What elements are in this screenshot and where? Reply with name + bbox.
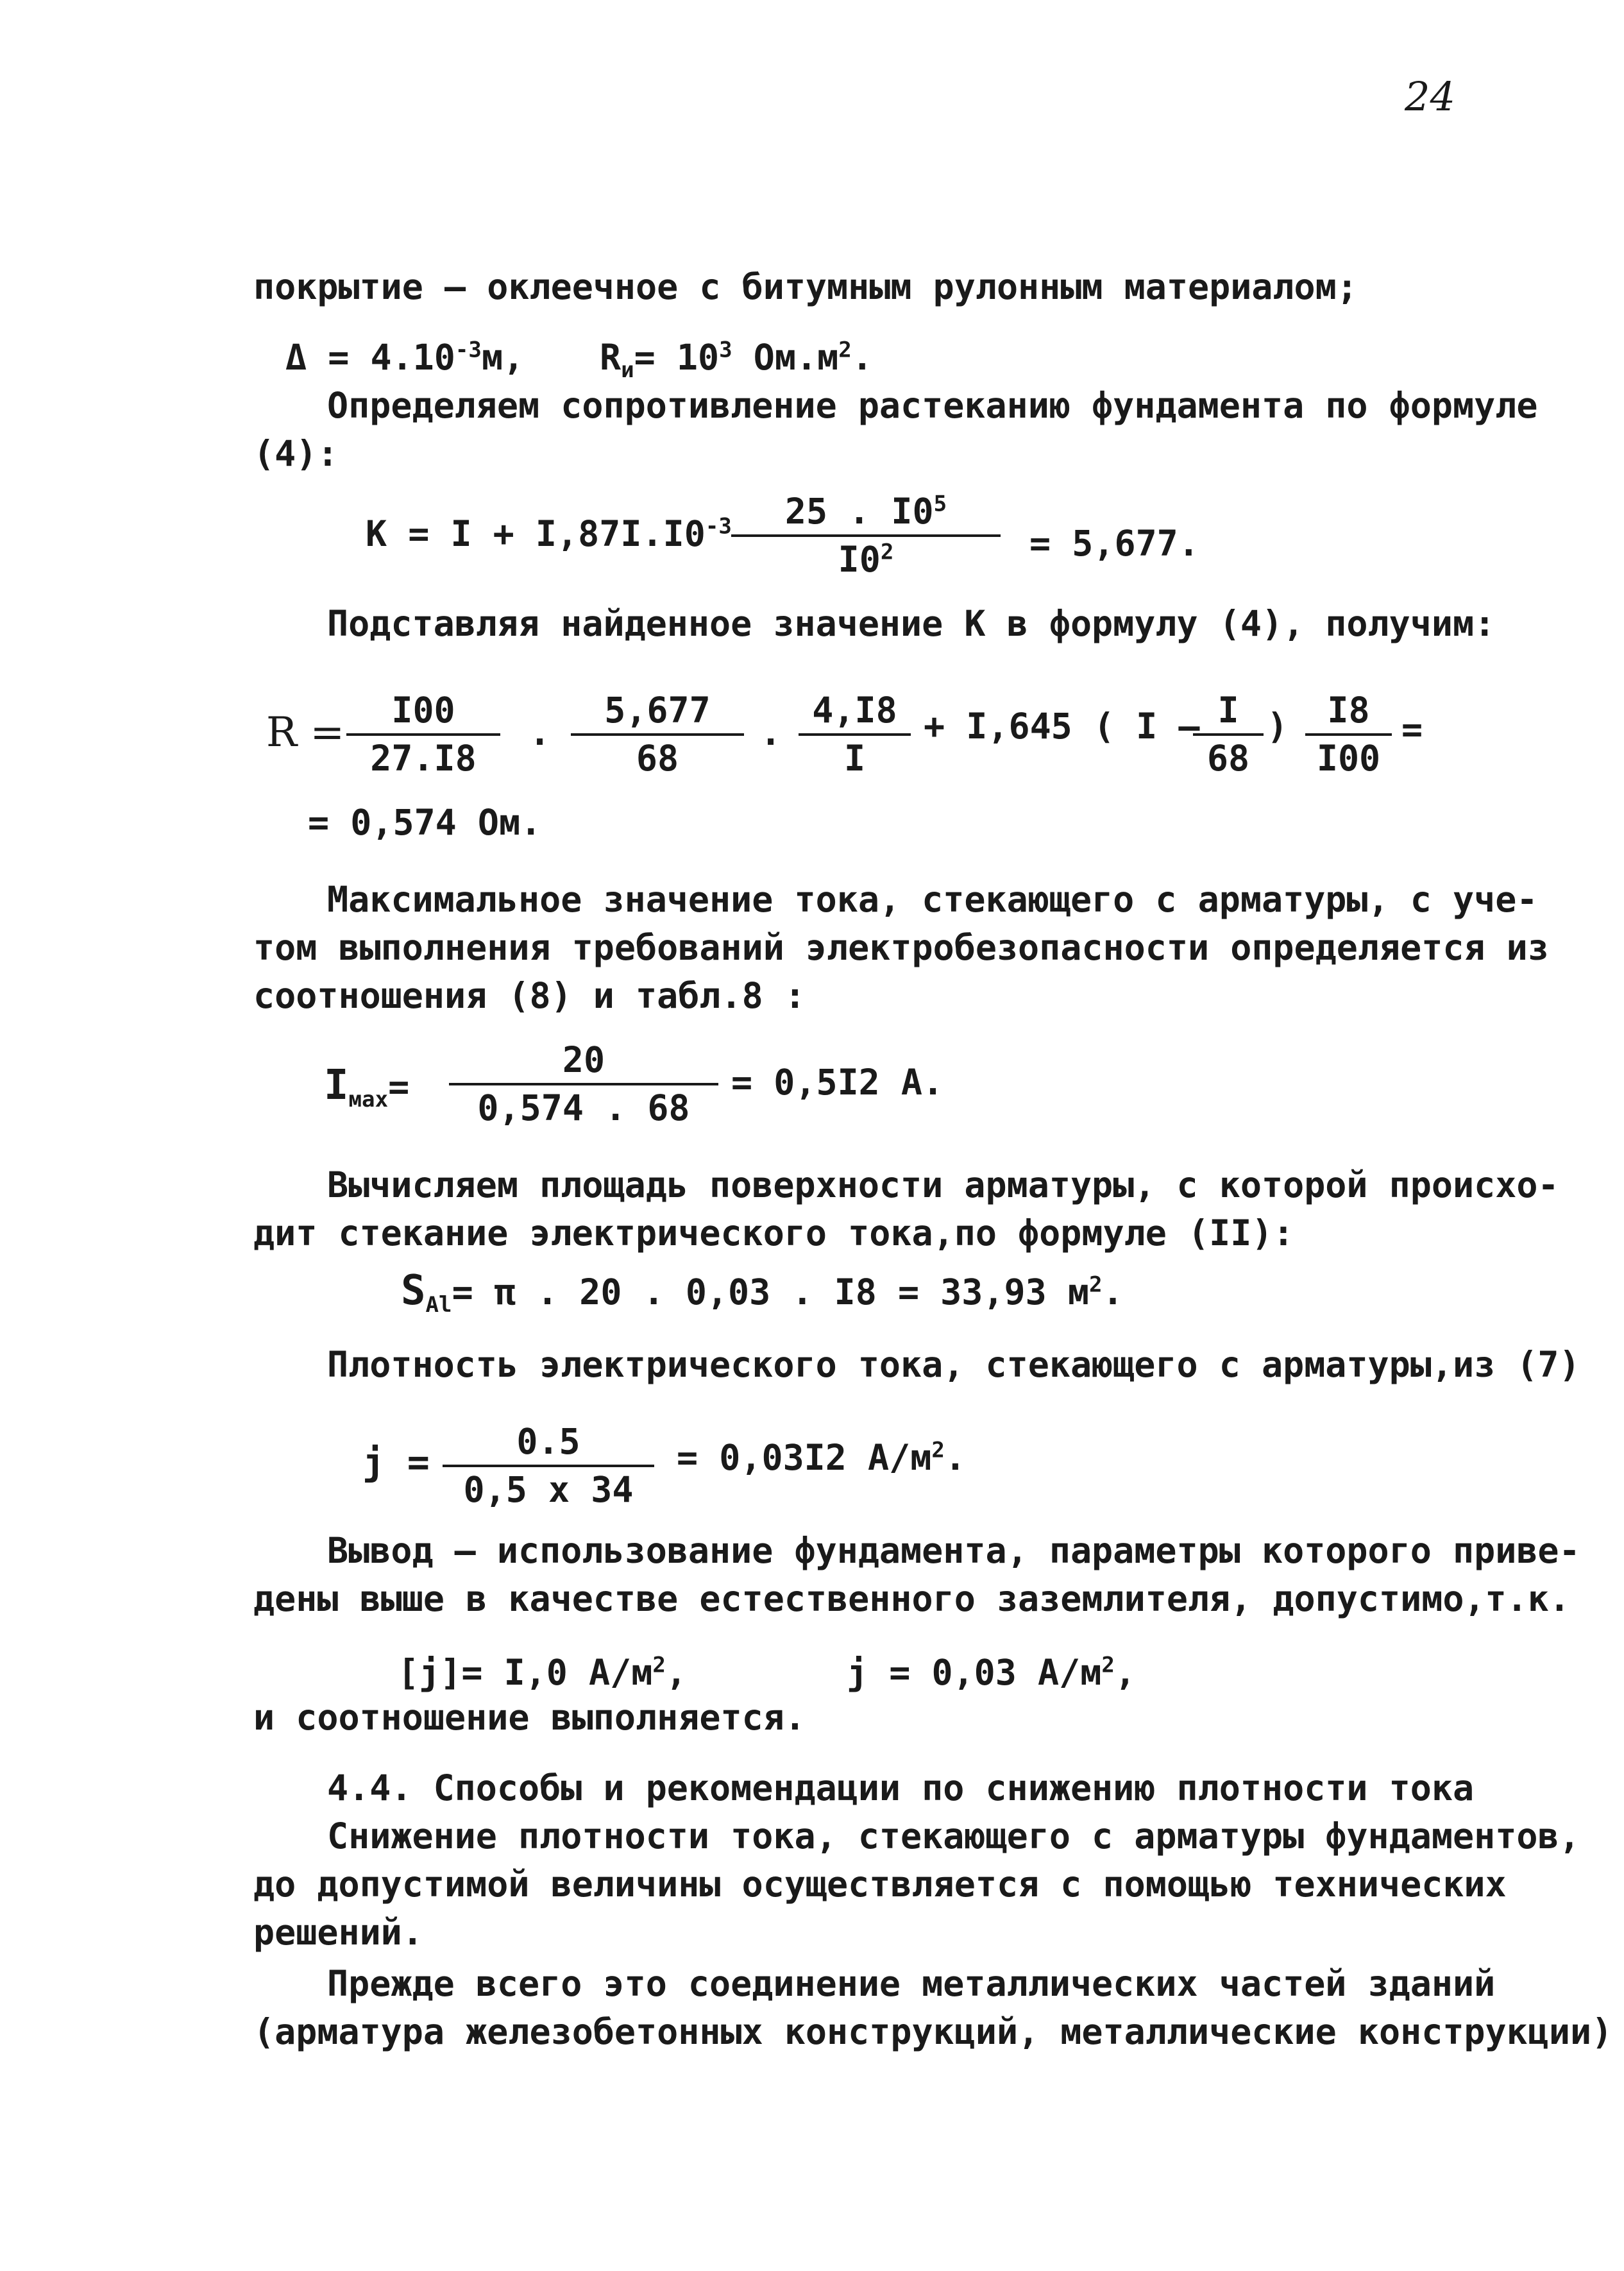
text-line: Вычисляем площадь поверхности арматуры, с которой происхо- xyxy=(327,1164,1559,1205)
equation-result: = 0,574 Ом. xyxy=(308,802,542,843)
eq-text: I0 xyxy=(838,539,881,580)
fraction-denominator: 27.I8 xyxy=(370,738,477,779)
eq-text: I xyxy=(324,1062,349,1109)
eq-exp: -3 xyxy=(455,337,482,363)
fraction-numerator: I8 xyxy=(1327,690,1370,731)
equation-resistance xyxy=(600,337,873,383)
eq-text: = 10 xyxy=(634,337,720,378)
text-line: Определяем сопротивление растеканию фундамента по формуле xyxy=(327,385,1538,426)
fraction-denominator xyxy=(731,537,1001,580)
text-line: Максимальное значение тока, стекающего с арматуры, с уче- xyxy=(327,879,1538,920)
eq-text: S xyxy=(401,1267,426,1314)
eq-text: , xyxy=(665,1652,688,1693)
text-line: том выполнения требований электробезопасности определяется из xyxy=(253,927,1549,968)
eq-exp: 2 xyxy=(838,337,852,363)
eq-exp: 3 xyxy=(719,337,732,363)
eq-text: = 0,03I2 А/м xyxy=(677,1437,932,1478)
eq-text: = xyxy=(388,1066,410,1107)
eq-text: Δ = 4.10 xyxy=(285,337,455,378)
fraction-denominator: 68 xyxy=(1206,738,1250,779)
text-line: Прежде всего это соединение металлических частей зданий xyxy=(327,1963,1496,2004)
eq-text: 25 . I0 xyxy=(784,491,934,532)
equation-r-label xyxy=(266,709,345,756)
fraction-numerator: 5,677 xyxy=(604,690,711,731)
eq-exp: 2 xyxy=(1101,1652,1115,1678)
fraction-numerator: 4,I8 xyxy=(812,690,897,731)
equation-actual-density xyxy=(847,1652,1137,1693)
eq-exp: 2 xyxy=(880,539,894,565)
eq-exp: -3 xyxy=(705,513,732,540)
eq-text: [j]= I,0 А/м xyxy=(398,1652,653,1693)
multiply-dot: . xyxy=(760,712,782,753)
eq-exp: 2 xyxy=(1088,1272,1103,1298)
fraction-denominator: I xyxy=(843,738,866,779)
eq-text: Ом.м xyxy=(732,337,839,378)
eq-exp: 2 xyxy=(652,1652,666,1678)
text-line: покрытие – оклеечное с битумным рулонным материалом; xyxy=(253,266,1358,307)
eq-text: . xyxy=(851,337,873,378)
text-line: Снижение плотности тока, стекающего с арматуры фундаментов, xyxy=(327,1816,1580,1857)
multiply-dot: . xyxy=(529,712,551,753)
closing-paren: ) xyxy=(1267,706,1289,747)
equation-k-left xyxy=(366,513,732,554)
equation-imax-label xyxy=(324,1062,410,1112)
fraction xyxy=(1193,690,1264,779)
eq-sub: мах xyxy=(348,1087,389,1112)
fraction-numerator: I00 xyxy=(391,690,455,731)
fraction-denominator: 0,574 . 68 xyxy=(477,1087,690,1128)
equals-sign: = xyxy=(1401,709,1423,750)
eq-text: м, xyxy=(481,337,525,378)
text-line: Подставляя найденное значение К в формулу (4), получим: xyxy=(327,603,1496,644)
eq-sub: Al xyxy=(425,1292,452,1318)
eq-sub: и xyxy=(621,357,634,383)
fraction-denominator: 68 xyxy=(636,738,679,779)
eq-text: К = I + I,87I.I0 xyxy=(366,513,706,554)
eq-exp: 2 xyxy=(931,1437,945,1463)
eq-text: . xyxy=(1102,1272,1124,1313)
fraction xyxy=(799,690,911,779)
fraction xyxy=(1305,690,1392,779)
eq-text: j = 0,03 А/м xyxy=(847,1652,1102,1693)
fraction-denominator: I00 xyxy=(1316,738,1381,779)
text-line: до допустимой величины осуществляется с помощью технических xyxy=(253,1864,1507,1905)
fraction-numerator: I xyxy=(1217,690,1239,731)
text-line: (арматура железобетонных конструкций, металлические конструкции) xyxy=(253,2011,1613,2052)
text-line: решений. xyxy=(253,1912,423,1953)
eq-text: R xyxy=(600,337,622,378)
eq-text: = π . 20 . 0,03 . I8 = 33,93 м xyxy=(452,1272,1089,1313)
fraction xyxy=(346,690,500,779)
section-heading: 4.4. Способы и рекомендации по снижению плотности тока xyxy=(327,1767,1475,1808)
fraction-numerator: 20 xyxy=(562,1039,605,1080)
fraction xyxy=(443,1421,654,1510)
text-line: Плотность электрического тока, стекающего с арматуры,из (7) xyxy=(327,1344,1580,1385)
fraction xyxy=(449,1039,718,1128)
fraction-numerator: 0.5 xyxy=(516,1421,580,1462)
equation-area xyxy=(401,1267,1124,1318)
equation-text: + I,645 ( I – xyxy=(924,706,1200,747)
text-line: дены выше в качестве естественного заземлителя, допустимо,т.к. xyxy=(253,1578,1570,1619)
text-line: Вывод – использование фундамента, параметры которого приве- xyxy=(327,1530,1580,1571)
equation-j-label: j = xyxy=(362,1440,430,1484)
eq-exp: 5 xyxy=(933,491,947,517)
eq-text: . xyxy=(944,1437,967,1478)
equation-delta xyxy=(285,337,525,378)
fraction xyxy=(571,690,744,779)
page-number: 24 xyxy=(1405,73,1455,120)
text-line: и соотношение выполняется. xyxy=(253,1697,806,1738)
fraction xyxy=(731,491,1001,580)
text-line: дит стекание электрического тока,по формуле (II): xyxy=(253,1212,1294,1254)
fraction-denominator: 0,5 x 34 xyxy=(463,1469,634,1510)
equation-k-result: = 5,677. xyxy=(1029,523,1199,564)
equation-result xyxy=(677,1437,967,1478)
fraction-numerator xyxy=(731,491,1001,534)
eq-text: , xyxy=(1114,1652,1137,1693)
eq-text: R = xyxy=(266,709,345,756)
text-line: (4): xyxy=(253,433,339,474)
equation-allowed-density xyxy=(398,1652,688,1693)
text-line: соотношения (8) и табл.8 : xyxy=(253,975,806,1016)
equation-result: = 0,5I2 А. xyxy=(731,1062,944,1103)
